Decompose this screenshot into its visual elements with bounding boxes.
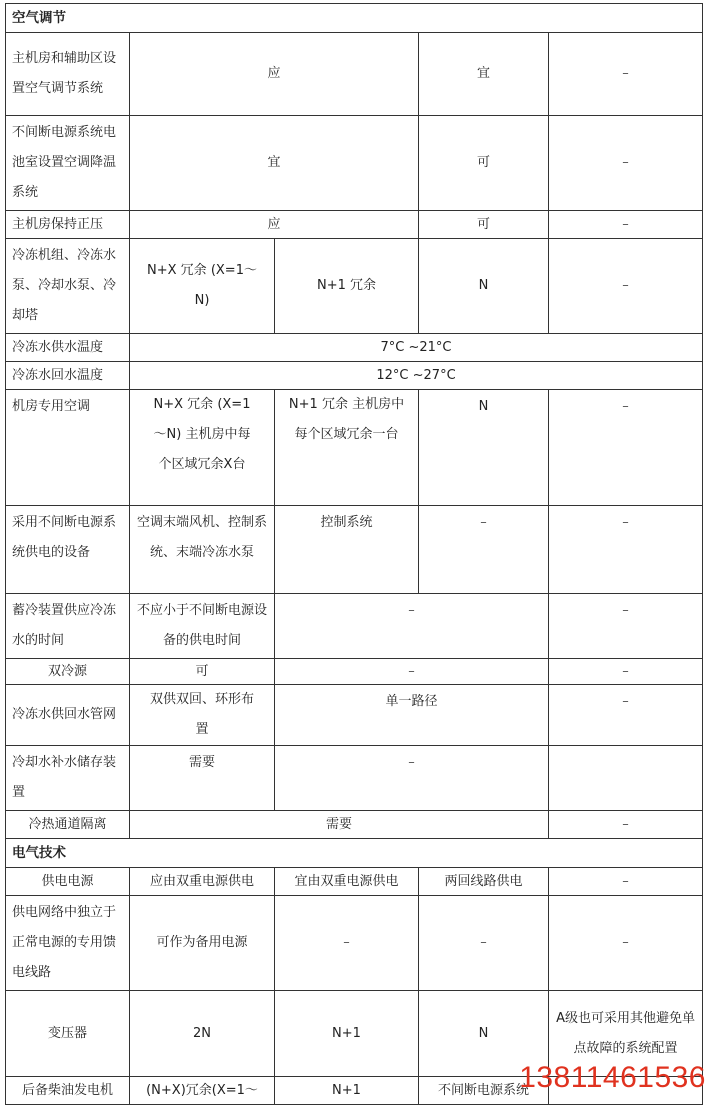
table-row xyxy=(6,390,703,506)
table-cell: 可 xyxy=(419,211,549,239)
table-cell: – xyxy=(419,506,549,594)
table-cell: N xyxy=(419,991,549,1077)
table-cell: – xyxy=(549,659,703,685)
table-cell: 可作为备用电源 xyxy=(130,896,275,991)
table-cell: 两回线路供电 xyxy=(419,868,549,896)
table-cell: – xyxy=(275,594,549,659)
table-cell: 单一路径 xyxy=(275,685,549,746)
table-cell: 需要 xyxy=(130,746,275,811)
table-cell: A级也可采用其他避免单点故障的系统配置 xyxy=(549,991,703,1077)
row-label: 变压器 xyxy=(6,991,130,1077)
row-label: 主机房保持正压 xyxy=(6,211,130,239)
table-cell: – xyxy=(549,594,703,659)
row-label: 冷冻机组、冷冻水泵、冷却水泵、冷却塔 xyxy=(6,239,130,334)
row-label: 供电电源 xyxy=(6,868,130,896)
table-row xyxy=(6,211,703,239)
table-cell: N+1 xyxy=(275,991,419,1077)
row-label: 冷冻水回水温度 xyxy=(6,362,130,390)
table-cell: N xyxy=(419,390,549,506)
table-cell: N+1 冗余 主机房中每个区域冗余一台 xyxy=(275,390,419,506)
table-cell: – xyxy=(549,506,703,594)
table-cell: – xyxy=(275,746,549,811)
row-label: 机房专用空调 xyxy=(6,390,130,506)
table-cell: – xyxy=(549,390,703,506)
table-row xyxy=(6,239,703,334)
table-cell: 应 xyxy=(130,211,419,239)
row-label: 不间断电源系统电池室设置空调降温系统 xyxy=(6,116,130,211)
table-row xyxy=(6,334,703,362)
table-cell: 宜由双重电源供电 xyxy=(275,868,419,896)
table-row xyxy=(6,896,703,991)
table-cell: – xyxy=(549,211,703,239)
row-label: 冷冻水供回水管网 xyxy=(6,685,130,746)
table-row xyxy=(6,33,703,116)
table-row xyxy=(6,506,703,594)
row-label: 主机房和辅助区设置空气调节系统 xyxy=(6,33,130,116)
table-cell xyxy=(549,746,703,811)
table-cell: 需要 xyxy=(130,811,549,839)
table-cell: N+1 xyxy=(275,1077,419,1105)
section-row xyxy=(6,4,703,33)
table-cell: – xyxy=(275,896,419,991)
row-label: 冷却水补水储存装置 xyxy=(6,746,130,811)
table-cell: N xyxy=(419,239,549,334)
table-cell: – xyxy=(419,896,549,991)
table-row xyxy=(6,594,703,659)
table-row xyxy=(6,659,703,685)
table-cell: (N+X)冗余(X=1～ xyxy=(130,1077,275,1105)
table-cell: – xyxy=(275,659,549,685)
row-label: 双冷源 xyxy=(6,659,130,685)
table-row xyxy=(6,746,703,811)
table-cell: 空调末端风机、控制系统、末端冷冻水泵 xyxy=(130,506,275,594)
table-cell: 2N xyxy=(130,991,275,1077)
table-cell: – xyxy=(549,116,703,211)
table-cell: 12°C ~27°C xyxy=(130,362,703,390)
table-cell: – xyxy=(549,868,703,896)
table-row xyxy=(6,868,703,896)
table-cell: – xyxy=(549,685,703,746)
table-row xyxy=(6,116,703,211)
table-row xyxy=(6,362,703,390)
table-cell: – xyxy=(549,239,703,334)
row-label: 后备柴油发电机 xyxy=(6,1077,130,1105)
table-row xyxy=(6,811,703,839)
table-cell: 控制系统 xyxy=(275,506,419,594)
row-label: 蓄冷装置供应冷冻水的时间 xyxy=(6,594,130,659)
row-label: 采用不间断电源系统供电的设备 xyxy=(6,506,130,594)
table-cell: 可 xyxy=(419,116,549,211)
table-cell: – xyxy=(549,811,703,839)
table-cell: N+1 冗余 xyxy=(275,239,419,334)
table-cell: 宜 xyxy=(419,33,549,116)
table-cell: N+X 冗余 (X=1～N) 主机房中每个区域冗余X台 xyxy=(130,390,275,506)
table-cell: 双供双回、环形布置 xyxy=(130,685,275,746)
table-cell: 应由双重电源供电 xyxy=(130,868,275,896)
table-cell: – xyxy=(549,896,703,991)
row-label: 冷冻水供水温度 xyxy=(6,334,130,362)
table-cell: 不应小于不间断电源设备的供电时间 xyxy=(130,594,275,659)
table-cell: 宜 xyxy=(130,116,419,211)
section-title-hvac: 空气调节 xyxy=(6,4,703,33)
row-label: 冷热通道隔离 xyxy=(6,811,130,839)
table-cell: 应 xyxy=(130,33,419,116)
table-cell: N+X 冗余 (X=1～N) xyxy=(130,239,275,334)
table-cell: 不间断电源系统 xyxy=(419,1077,549,1105)
row-label: 供电网络中独立于正常电源的专用馈电线路 xyxy=(6,896,130,991)
section-title-electrical: 电气技术 xyxy=(6,839,703,868)
table-row xyxy=(6,685,703,746)
section-row xyxy=(6,839,703,868)
phone-watermark: 13811461536 xyxy=(519,1061,706,1094)
spec-table xyxy=(5,3,703,1105)
table-cell: – xyxy=(549,33,703,116)
table-cell: 可 xyxy=(130,659,275,685)
table-cell: 7°C ~21°C xyxy=(130,334,703,362)
